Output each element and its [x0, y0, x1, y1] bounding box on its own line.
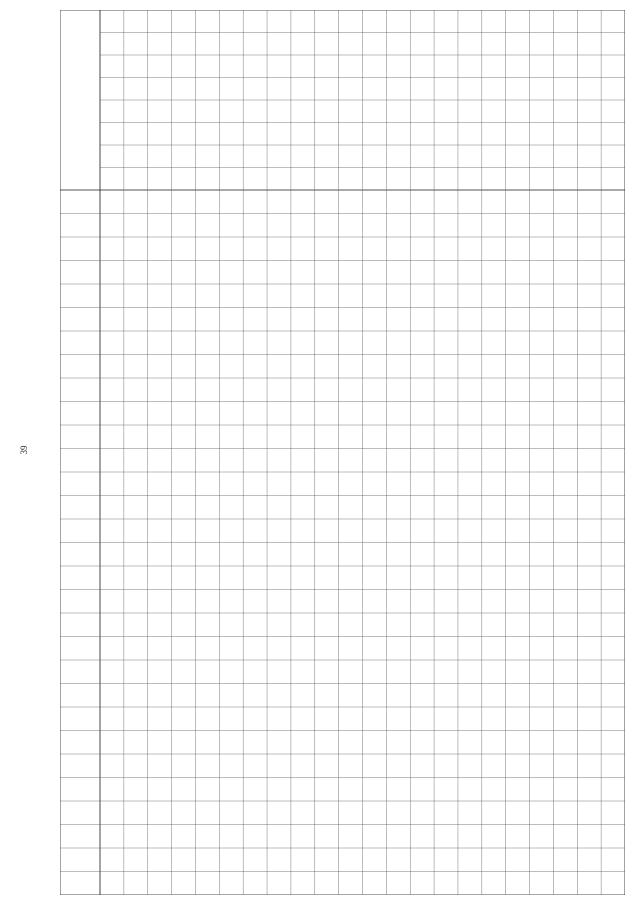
page-number: 39 [19, 445, 29, 455]
table-grid [60, 10, 625, 895]
budget-table [60, 10, 625, 895]
